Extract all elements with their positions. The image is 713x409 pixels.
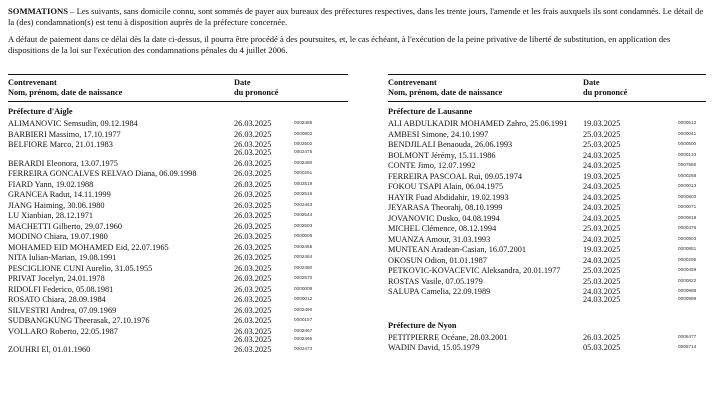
- entry-reference: 0000013: [678, 183, 697, 188]
- entry-date: 26.03.2025: [234, 305, 272, 315]
- entry-name: FERREIRA PASCOAL Rui, 09.05.1974: [388, 171, 523, 181]
- entry-reference-second: 0002465: [294, 335, 313, 341]
- entry-row: [388, 287, 706, 306]
- intro-body: – Les suivants, sans domicile connu, sont sommés de payer aux bureaux des préfectures respectives, dans les trente jours, l'amende et les frais auxquels ils sont condamnés. Le détail de la (des) condamnation(s) est tenu à disposition auprès de la préfecture concernée.: [8, 6, 704, 27]
- entry-row: [8, 169, 348, 180]
- entry-row: [388, 151, 706, 162]
- entry-reference: 0002480: [294, 264, 313, 270]
- entry-row: [8, 264, 348, 275]
- entry-reference-second: 0000989: [678, 296, 697, 301]
- entry-name: PRIVAT Jocelyn, 24.01.1978: [8, 274, 105, 283]
- entry-date: 05.03.2025: [583, 343, 621, 352]
- entry-row: [8, 295, 348, 306]
- entry-name: FIARD Yann, 19.02.1988: [8, 179, 94, 189]
- entry-date: 26.03.2025: [234, 274, 272, 283]
- entry-name: RIDOLFI Federico, 05.08.1981: [8, 284, 114, 294]
- entry-name: BARBIERI Massimo, 17.10.1977: [8, 129, 121, 139]
- entry-reference: 0000851: [678, 246, 697, 251]
- entry-date: 26.03.2025: [234, 140, 272, 149]
- header-date-line1: Date: [234, 78, 251, 87]
- entry-row: [8, 119, 348, 130]
- entry-date: 26.03.2025: [234, 263, 272, 273]
- entry-name: ALIMANOVIC Semsudin, 09.12.1984: [8, 119, 138, 128]
- entry-reference: 0000500: [678, 141, 697, 146]
- header-offender-line1: Contrevenant: [8, 78, 57, 87]
- entry-date: 26.03.2025: [234, 211, 272, 220]
- entry-row: [8, 211, 348, 222]
- entry-date: 26.03.2025: [234, 119, 272, 128]
- column-header: [388, 75, 706, 101]
- entry-row: [8, 316, 348, 327]
- entry-name: MUNTEAN Aradean-Casian, 16.07.2001: [388, 245, 527, 254]
- header-date-line1: Date: [583, 78, 600, 87]
- entry-reference: 0000268: [678, 172, 697, 178]
- entry-date: 24.03.2025: [583, 203, 621, 212]
- entry-name: PETKOVIC-KOVACEVIC Aleksandra, 20.01.1977: [388, 266, 561, 275]
- entry-reference: 0000822: [678, 277, 697, 283]
- entry-reference: 0002464: [294, 254, 313, 259]
- entry-row: [388, 161, 706, 172]
- entry-reference: 0000008: [294, 285, 313, 291]
- entry-date: 25.03.2025: [583, 224, 621, 233]
- header-date-line2: du prononcé: [583, 87, 628, 97]
- entry-name: ROSATO Chiara, 28.09.1984: [8, 295, 106, 304]
- intro-paragraph-1: [8, 6, 708, 27]
- entry-reference: 0002519: [294, 180, 313, 186]
- entry-reference: 0002473: [294, 346, 313, 351]
- left-column: [8, 74, 348, 356]
- entry-date-second: 26.03.2025: [234, 334, 272, 344]
- entry-reference: 0000803: [678, 193, 697, 199]
- intro-text: [8, 6, 708, 62]
- entry-reference: 0002516: [294, 191, 313, 196]
- entry-name: JEYARASA Theorahj, 08.10.1999: [388, 203, 503, 212]
- entry-reference: 0002544: [294, 212, 313, 217]
- entry-date: 24.03.2025: [583, 255, 621, 265]
- entry-row: [8, 306, 348, 317]
- entry-row: [8, 180, 348, 191]
- entry-name: MICHEL Clémence, 08.12.1994: [388, 224, 497, 233]
- entry-date: 26.03.2025: [234, 200, 272, 210]
- entry-reference: 0000459: [678, 267, 697, 272]
- entry-name: MODINO Chiara, 19.07.1980: [8, 232, 108, 241]
- entry-name: MACHETTI Gilberto, 29.07.1960: [8, 221, 123, 231]
- entry-reference: 0000988: [678, 288, 697, 293]
- entry-reference: 0000512: [678, 120, 697, 125]
- entry-row: [388, 140, 706, 151]
- entry-row: [8, 201, 348, 212]
- intro-lead: SOMMATIONS: [8, 6, 69, 16]
- entry-name: BOLMONT Jérémy, 15.11.1986: [388, 150, 496, 160]
- entry-name: ROSTAS Vasile, 07.05.1979: [388, 276, 483, 286]
- entry-name: LU Xianbian, 28.12.1971: [8, 211, 94, 220]
- entry-date-second: 26.03.2025: [234, 148, 272, 157]
- entry-row: [388, 235, 706, 246]
- entry-reference: 0000476: [678, 225, 697, 230]
- entry-name: AMBESI Simone, 24.10.1997: [388, 129, 489, 139]
- header-date: [234, 78, 278, 97]
- entry-date: 26.03.2025: [234, 158, 272, 168]
- entry-reference: 0002455: [294, 243, 313, 249]
- entry-reference: 0002485: [294, 120, 313, 125]
- entry-name: ZOUHRI El, 01.01.1960: [8, 345, 91, 354]
- entry-name: JOVANOVIC Dusko, 04.08.1994: [388, 213, 500, 223]
- entry-reference: 0002502: [294, 141, 313, 146]
- entry-row: [388, 119, 706, 130]
- entry-reference: 0000818: [678, 214, 697, 220]
- entry-date: 26.03.2025: [234, 295, 272, 304]
- entry-name: GRANCEA Radut, 14.11.1999: [8, 190, 111, 199]
- column-header: [8, 75, 348, 101]
- entry-row: [8, 190, 348, 201]
- entry-row: [388, 224, 706, 235]
- entry-date: 24.03.2025: [583, 234, 621, 244]
- entry-row: [8, 232, 348, 243]
- entry-row: [388, 256, 706, 267]
- entry-reference: 0000296: [678, 256, 697, 262]
- entry-date: 24.03.2025: [583, 213, 621, 223]
- intro-paragraph-2: A défaut de paiement dans ce délai dès la date ci-dessus, il pourra être procédé à des poursuites, et, le cas échéant, à l'exécution de la peine privative de liberté de substitution, en application des dispositions de la loi sur l'exécution des condamnations pénales du 4 juillet 2006.: [8, 34, 671, 55]
- entry-name: WADIN David, 15.05.1979: [388, 343, 480, 352]
- entry-date: 25.03.2025: [583, 129, 621, 139]
- entry-date: 26.03.2025: [234, 232, 272, 241]
- entry-reference: 0005714: [678, 344, 697, 349]
- entry-row: [388, 130, 706, 141]
- right-column: [388, 74, 706, 354]
- entry-name: FOKOU TSAPI Alain, 06.04.1975: [388, 182, 504, 191]
- entry-date: 19.03.2025: [583, 245, 621, 254]
- entry-reference: 0002490: [294, 306, 313, 312]
- entry-date: 26.03.2025: [234, 253, 272, 262]
- entry-name: SILVESTRI Andrea, 07.09.1969: [8, 305, 117, 315]
- section-title: Préfecture de Nyon: [388, 320, 457, 330]
- header-offender-line2: Nom, prénom, date de naissance: [388, 87, 503, 97]
- entry-name: BELFIORE Marco, 21.01.1983: [8, 140, 113, 149]
- entry-reference-second: 0002475: [294, 149, 313, 154]
- header-offender: [388, 78, 502, 97]
- header-offender-line1: Contrevenant: [388, 78, 437, 87]
- entry-reference: 0002570: [294, 275, 313, 280]
- entry-row: [388, 266, 706, 277]
- entry-name: PESCIGLIONE CUNI Aurelio, 31.05.1955: [8, 263, 153, 273]
- entry-date: 24.03.2025: [583, 192, 621, 202]
- entry-row: [8, 130, 348, 141]
- entry-row: [8, 222, 348, 233]
- entry-row: [388, 343, 706, 354]
- entry-date: 26.03.2025: [234, 284, 272, 294]
- entry-reference: 0002503: [294, 222, 313, 228]
- entry-name: ALI ABDULKADIR MOHAMED Zahro, 25.06.1991: [388, 119, 568, 128]
- entry-row: [8, 140, 348, 159]
- entry-list: [8, 119, 348, 356]
- entry-date: 26.03.2025: [234, 190, 272, 199]
- entry-date: 26.03.2025: [234, 221, 272, 231]
- entry-date: 26.03.2025: [234, 179, 272, 189]
- entry-name: FERREIRA GONCALVES RELVAO Diana, 06.09.1998: [8, 169, 197, 178]
- entry-row: [8, 327, 348, 346]
- entry-reference: 0000903: [678, 235, 697, 241]
- entry-date: 26.03.2025: [583, 332, 621, 342]
- entry-reference: 0000041: [678, 130, 697, 136]
- entry-date: 26.03.2025: [234, 129, 272, 139]
- entry-name: MUANZA Amour, 31.03.1993: [388, 234, 491, 244]
- entry-reference: 0002480: [294, 159, 313, 165]
- entry-row: [388, 172, 706, 183]
- header-date: [583, 78, 627, 97]
- entry-row: [388, 203, 706, 214]
- entry-date: 24.03.2025: [583, 182, 621, 191]
- entry-row: [388, 214, 706, 225]
- header-bottom-rule: [388, 101, 706, 102]
- entry-row: [8, 285, 348, 296]
- entry-row: [388, 182, 706, 193]
- entry-reference: 0005477: [678, 333, 697, 339]
- section-title: Préfecture de Lausanne: [388, 107, 473, 116]
- entry-name: NITA Iulian-Marian, 19.08.1991: [8, 253, 117, 262]
- entry-reference: 0000005: [294, 233, 313, 238]
- entry-date: 26.03.2025: [234, 345, 272, 354]
- entry-name: PETITPIERRE Océane, 28.03.2001: [388, 332, 508, 342]
- section-title: Préfecture d'Aigle: [8, 107, 73, 116]
- entry-date: 26.03.2025: [234, 316, 272, 325]
- entry-reference: 0000133: [678, 151, 697, 157]
- header-offender: [8, 78, 122, 97]
- entry-date: 25.03.2025: [583, 276, 621, 286]
- entry-name: CONTE Jimo, 12.07.1992: [388, 161, 476, 170]
- entry-name: SALUPA Camelia, 22.09.1989: [388, 287, 491, 296]
- entry-name: BERARDI Eleonora, 13.07.1975: [8, 158, 118, 168]
- entry-name: OKOSUN Odion, 01.01.1987: [388, 255, 487, 265]
- entry-reference: 0000802: [294, 130, 313, 136]
- entry-date: 19.03.2025: [583, 119, 621, 128]
- entry-date: 26.03.2025: [234, 326, 272, 336]
- entry-date-second: 24.03.2025: [583, 295, 621, 304]
- entry-row: [388, 277, 706, 288]
- entry-name: MOHAMED EID MOHAMED Eid, 22.07.1965: [8, 242, 169, 252]
- entry-row: [8, 274, 348, 285]
- entry-row: [8, 253, 348, 264]
- header-bottom-rule: [8, 101, 348, 102]
- entry-row: [388, 193, 706, 204]
- header-offender-line2: Nom, prénom, date de naissance: [8, 87, 123, 97]
- entry-reference: 0000157: [294, 317, 313, 322]
- entry-name: BENDJILALI Benaouda, 26.06.1993: [388, 140, 513, 149]
- entry-date: 26.03.2025: [234, 242, 272, 252]
- entry-date: 25.03.2025: [583, 140, 621, 149]
- entry-list: [388, 119, 706, 306]
- entry-reference: 0002463: [294, 201, 313, 207]
- entry-name: VOLLARO Roberto, 22.05.1987: [8, 326, 118, 336]
- entry-reference: 0002467: [294, 327, 313, 333]
- entry-date: 19.03.2025: [583, 171, 621, 181]
- entry-date: 24.03.2025: [583, 287, 621, 296]
- entry-name: JIANG Haiming, 30.06.1980: [8, 200, 105, 210]
- entry-reference: 0000291: [294, 170, 313, 175]
- entry-list: [388, 333, 706, 354]
- entry-row: [388, 245, 706, 256]
- entry-date: 24.03.2025: [583, 161, 621, 170]
- entry-date: 26.03.2025: [234, 169, 272, 178]
- header-date-line2: du prononcé: [234, 87, 279, 97]
- entry-date: 24.03.2025: [583, 150, 621, 160]
- entry-row: [388, 333, 706, 344]
- entry-name: SUDBANGKUNG Theerasak, 27.10.1976: [8, 316, 150, 325]
- entry-name: HAYIR Fuad Abdidahir, 19.02.1993: [388, 192, 509, 202]
- entry-reference: 0007950: [678, 162, 697, 167]
- entry-row: [8, 243, 348, 254]
- entry-row: [8, 159, 348, 170]
- entry-row: [8, 345, 348, 356]
- entry-reference: 0000012: [294, 296, 313, 301]
- entry-date: 25.03.2025: [583, 266, 621, 275]
- entry-reference: 0000071: [678, 204, 697, 209]
